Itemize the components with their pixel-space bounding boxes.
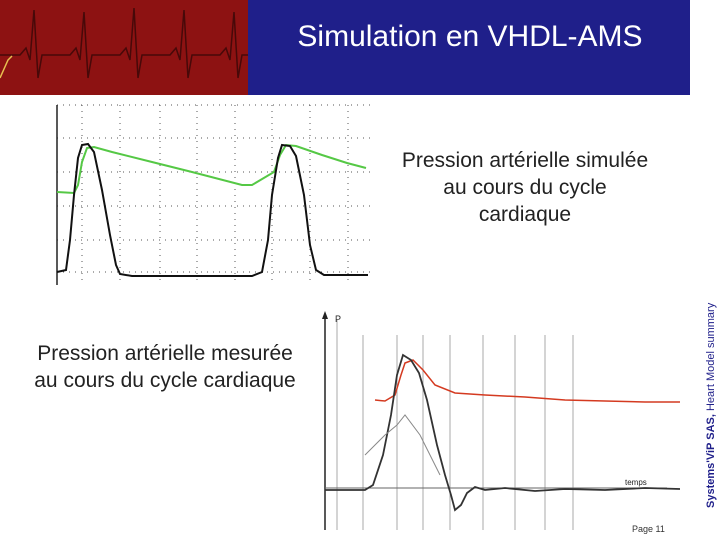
measured-caption: Pression artérielle mesurée au cours du cycle cardiaque [34, 342, 296, 392]
pressure-waveform-trace [57, 144, 368, 276]
simulated-pressure-trace [57, 145, 366, 193]
measured-pressure-chart [305, 305, 690, 535]
y-axis-label: P [335, 314, 342, 324]
simulated-caption: Pression artérielle simulée au cours du cycle cardiaque [401, 149, 649, 226]
document-name: Heart Model summary [705, 302, 717, 415]
page-number: Page 11 [632, 524, 665, 534]
slide-title: Simulation en VHDL-AMS [297, 20, 643, 53]
ecg-banner-image [0, 0, 248, 95]
company-name: Systems'ViP SAS, [705, 414, 717, 508]
side-footer-text [705, 303, 717, 508]
simulated-pressure-chart [52, 100, 370, 290]
x-axis-label: temps [625, 478, 647, 487]
scope-grid [57, 105, 370, 285]
